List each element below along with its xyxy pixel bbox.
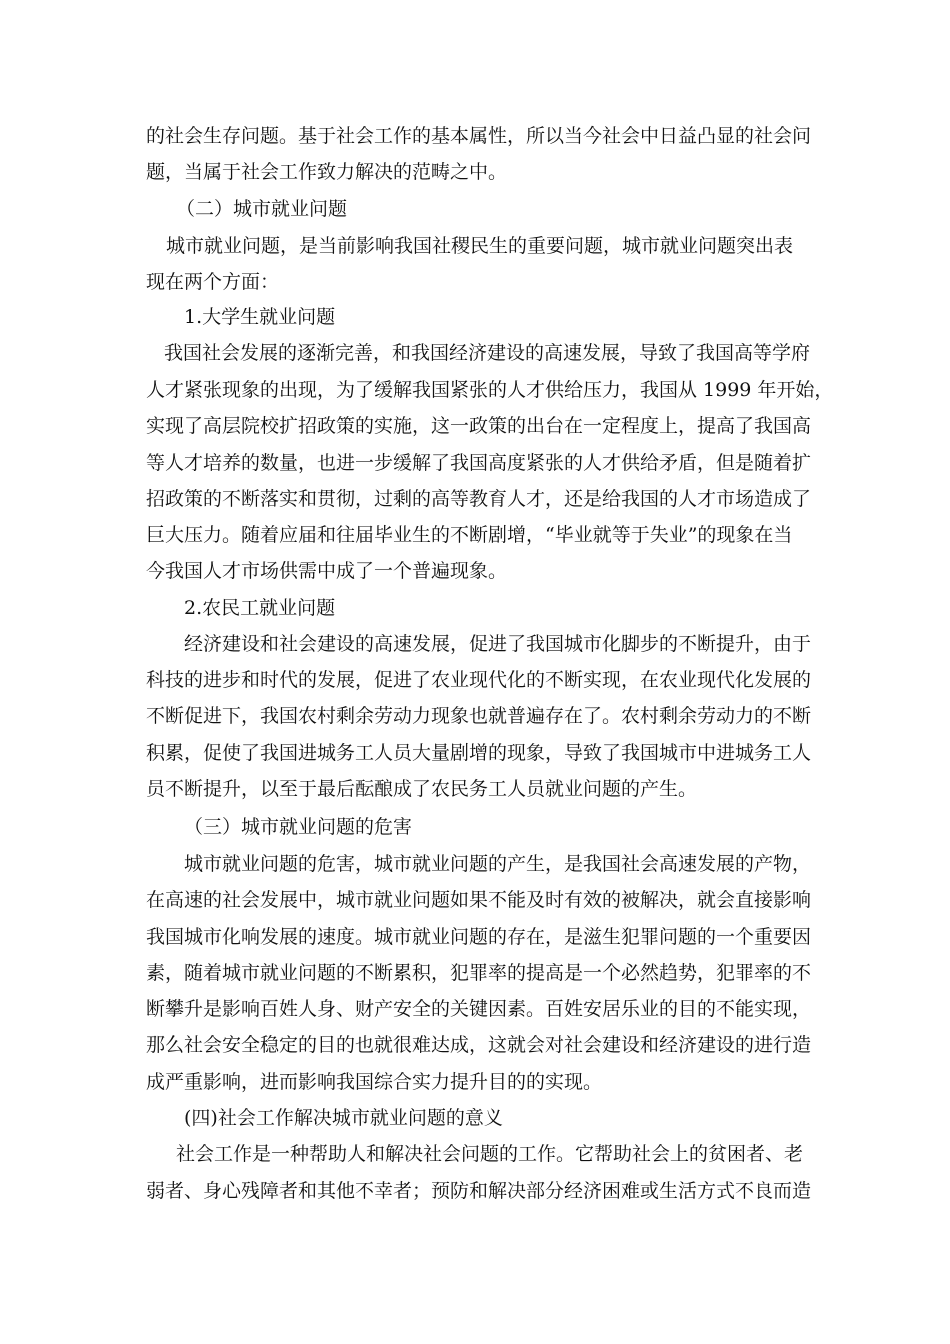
paragraph-line: 现在两个方面： (146, 271, 280, 293)
paragraph-line: 成严重影响，进而影响我国综合实力提升目的的实现。 (146, 1071, 603, 1093)
subsection-heading: 1.大学生就业问题 (184, 306, 336, 328)
paragraph-line: 弱者、身心残障者和其他不幸者；预防和解决部分经济困难或生活方式不良而造 (146, 1180, 812, 1202)
paragraph-line: 招政策的不断落实和贯彻，过剩的高等教育人才，还是给我国的人才市场造成了 (146, 488, 812, 510)
paragraph-line: 今我国人才市场供需中成了一个普遍现象。 (146, 560, 508, 582)
paragraph-line: 的社会生存问题。基于社会工作的基本属性，所以当今社会中日益凸显的社会问 (146, 125, 812, 147)
paragraph-line: 题，当属于社会工作致力解决的范畴之中。 (146, 161, 508, 183)
paragraph-line: 城市就业问题的危害，城市就业问题的产生，是我国社会高速发展的产物， (184, 853, 812, 875)
paragraph-line: 经济建设和社会建设的高速发展，促进了我国城市化脚步的不断提升，由于 (184, 633, 812, 655)
paragraph-line: 人才紧张现象的出现，为了缓解我国紧张的人才供给压力，我国从 1999 年开始， (146, 379, 834, 401)
paragraph-line: 那么社会安全稳定的目的也就很难达成，这就会对社会建设和经济建设的进行造 (146, 1034, 812, 1056)
subsection-heading: 2.农民工就业问题 (184, 597, 336, 619)
paragraph-line: 城市就业问题，是当前影响我国社稷民生的重要问题，城市就业问题突出表 (166, 235, 794, 257)
paragraph-line: 实现了高层院校扩招政策的实施，这一政策的出台在一定程度上，提高了我国高 (146, 415, 812, 437)
paragraph-line: 员不断提升，以至于最后酝酿成了农民务工人员就业问题的产生。 (146, 778, 698, 800)
paragraph-line: 科技的进步和时代的发展，促进了农业现代化的不断实现，在农业现代化发展的 (146, 669, 812, 691)
paragraph-line: 等人才培养的数量，也进一步缓解了我国高度紧张的人才供给矛盾，但是随着扩 (146, 452, 812, 474)
paragraph-line: 在高速的社会发展中，城市就业问题如果不能及时有效的被解决，就会直接影响 (146, 889, 812, 911)
paragraph-line: 积累，促使了我国进城务工人员大量剧增的现象，导致了我国城市中进城务工人 (146, 742, 812, 764)
paragraph-line: 我国城市化响发展的速度。城市就业问题的存在，是滋生犯罪问题的一个重要因 (146, 926, 812, 948)
paragraph-line: 巨大压力。随着应届和往届毕业生的不断剧增，“毕业就等于失业”的现象在当 (146, 524, 793, 546)
paragraph-line: 我国社会发展的逐渐完善，和我国经济建设的高速发展，导致了我国高等学府 (164, 342, 811, 364)
paragraph-line: 不断促进下，我国农村剩余劳动力现象也就普遍存在了。农村剩余劳动力的不断 (146, 705, 812, 727)
section-heading: （三）城市就业问题的危害 (184, 816, 413, 838)
paragraph-line: 社会工作是一种帮助人和解决社会问题的工作。它帮助社会上的贫困者、老 (176, 1143, 804, 1165)
section-heading: （二）城市就业问题 (176, 198, 348, 220)
section-heading: (四)社会工作解决城市就业问题的意义 (184, 1107, 503, 1129)
paragraph-line: 素，随着城市就业问题的不断累积，犯罪率的提高是一个必然趋势，犯罪率的不 (146, 962, 812, 984)
paragraph-line: 断攀升是影响百姓人身、财产安全的关键因素。百姓安居乐业的目的不能实现， (146, 998, 812, 1020)
